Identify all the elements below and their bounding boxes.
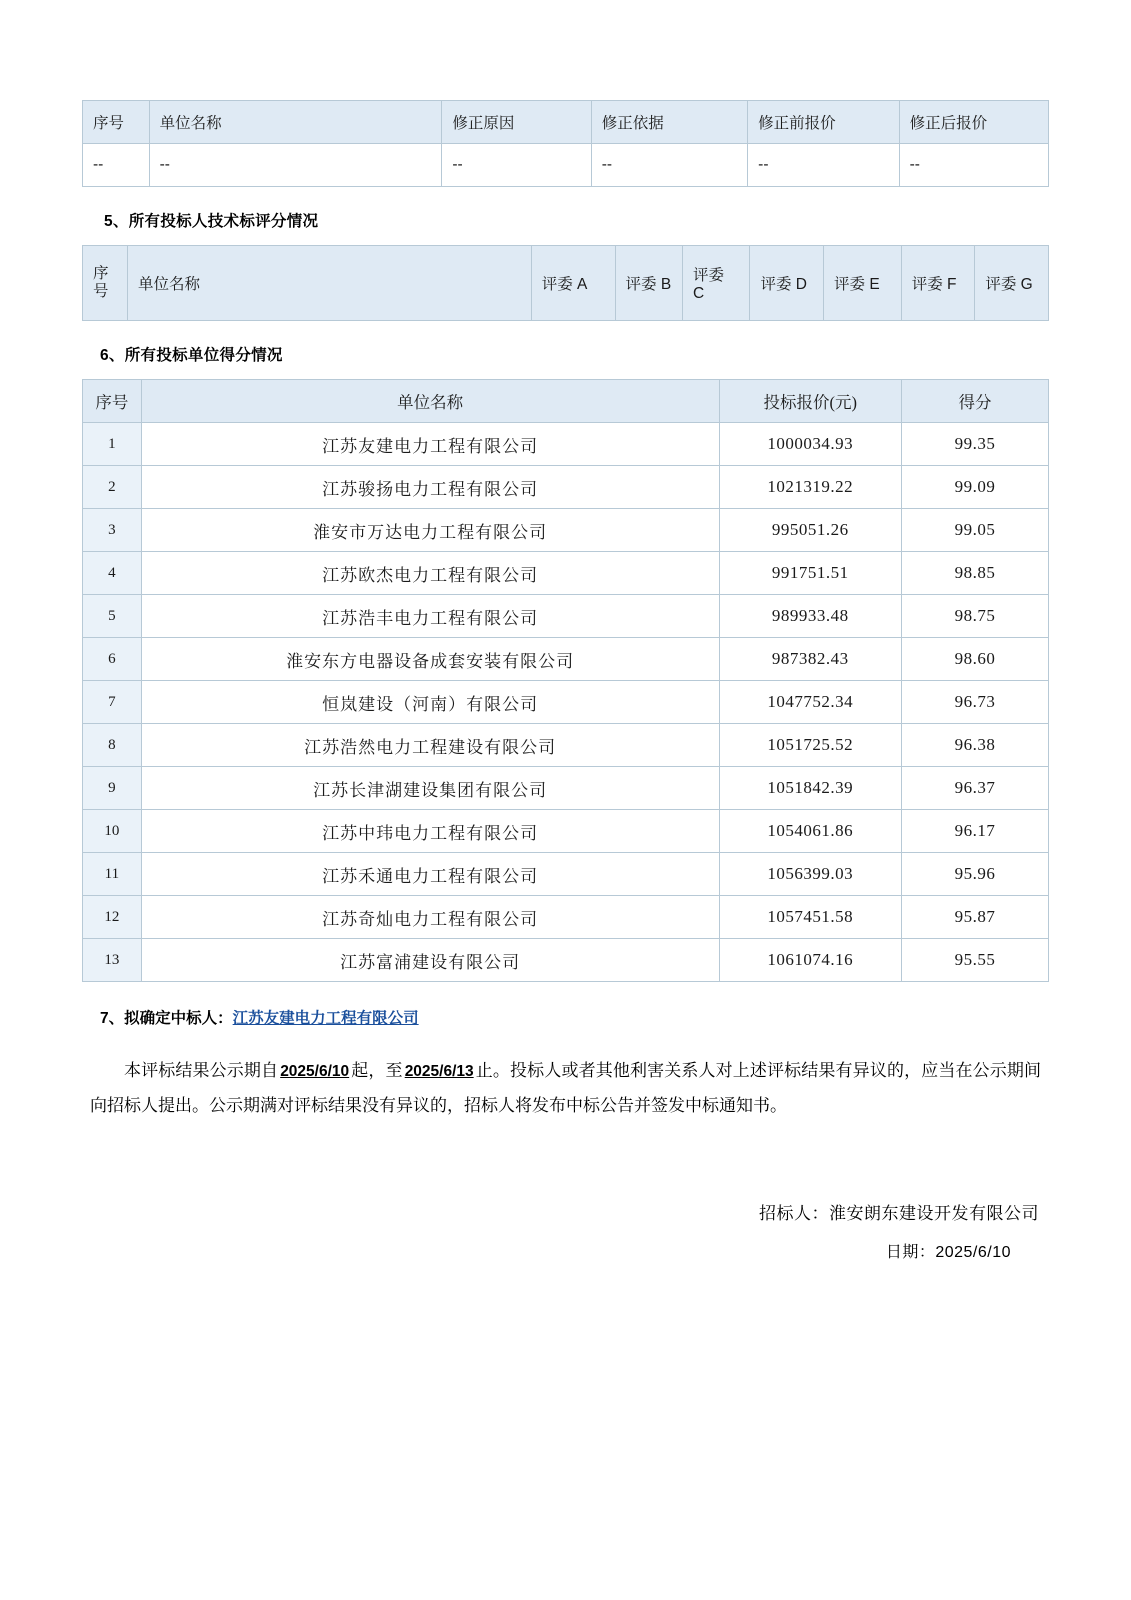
score-cell-company-name: 淮安东方电器设备成套安装有限公司	[141, 638, 719, 681]
score-cell-total-score: 95.55	[902, 939, 1049, 982]
score-cell-company-name: 江苏骏扬电力工程有限公司	[141, 466, 719, 509]
winner-prefix-label: 7、拟确定中标人：	[100, 1010, 233, 1027]
score-cell-company-name: 淮安市万达电力工程有限公司	[141, 509, 719, 552]
score-cell-company-name: 江苏禾通电力工程有限公司	[141, 853, 719, 896]
correction-header-seq: 序号	[83, 101, 150, 144]
score-cell-bid-price: 1061074.16	[719, 939, 901, 982]
table-row	[83, 767, 1049, 810]
tech-header-judge-b: 评委 B	[615, 246, 682, 321]
tech-header-judge-d: 评委 D	[750, 246, 824, 321]
table-row	[83, 939, 1049, 982]
score-cell-company-name: 江苏友建电力工程有限公司	[141, 423, 719, 466]
score-cell-company-name: 江苏奇灿电力工程有限公司	[141, 896, 719, 939]
public-notice-paragraph	[90, 1054, 1041, 1124]
score-cell-seq: 9	[83, 767, 142, 810]
score-cell-total-score: 99.09	[902, 466, 1049, 509]
table-row	[83, 638, 1049, 681]
table-row	[83, 595, 1049, 638]
notice-end-date: 2025/6/13	[404, 1063, 474, 1080]
correction-table-header-row	[83, 101, 1049, 144]
table-row	[83, 509, 1049, 552]
score-cell-total-score: 98.85	[902, 552, 1049, 595]
winner-company-name[interactable]: 江苏友建电力工程有限公司	[232, 1010, 419, 1027]
correction-header-reason: 修正原因	[442, 101, 591, 144]
signature-date: 日期：2025/6/10	[885, 1244, 1011, 1262]
score-cell-seq: 12	[83, 896, 142, 939]
score-header-price: 投标报价(元)	[719, 380, 901, 423]
score-cell-bid-price: 1047752.34	[719, 681, 901, 724]
score-cell-bid-price: 1051725.52	[719, 724, 901, 767]
correction-header-basis: 修正依据	[591, 101, 747, 144]
correction-cell-seq: --	[83, 144, 150, 187]
section-5-title: 5、所有投标人技术标评分情况	[104, 213, 319, 230]
tech-header-seq: 序号	[83, 246, 128, 321]
score-cell-bid-price: 1051842.39	[719, 767, 901, 810]
tech-header-name: 单位名称	[127, 246, 531, 321]
table-row	[83, 810, 1049, 853]
table-row	[83, 724, 1049, 767]
notice-part-1: 本评标结果公示期自	[124, 1061, 279, 1080]
correction-cell-name: --	[149, 144, 442, 187]
correction-cell-reason: --	[442, 144, 591, 187]
score-header-name: 单位名称	[141, 380, 719, 423]
correction-cell-price-before: --	[748, 144, 899, 187]
score-cell-company-name: 江苏富浦建设有限公司	[141, 939, 719, 982]
section-7-line	[100, 1006, 1049, 1028]
score-cell-company-name: 江苏浩丰电力工程有限公司	[141, 595, 719, 638]
notice-start-date: 2025/6/10	[280, 1063, 350, 1080]
score-cell-total-score: 96.73	[902, 681, 1049, 724]
score-cell-bid-price: 1021319.22	[719, 466, 901, 509]
score-cell-total-score: 96.38	[902, 724, 1049, 767]
score-cell-total-score: 99.35	[902, 423, 1049, 466]
score-cell-company-name: 江苏中玮电力工程有限公司	[141, 810, 719, 853]
score-cell-seq: 1	[83, 423, 142, 466]
tech-header-judge-c: 评委 C	[683, 246, 750, 321]
score-cell-total-score: 98.75	[902, 595, 1049, 638]
correction-cell-price-after: --	[899, 144, 1048, 187]
tech-header-judge-f: 评委 F	[901, 246, 975, 321]
score-cell-seq: 2	[83, 466, 142, 509]
score-header-score: 得分	[902, 380, 1049, 423]
notice-part-2: 起，至	[351, 1061, 403, 1080]
table-row	[83, 144, 1049, 187]
score-cell-bid-price: 987382.43	[719, 638, 901, 681]
score-cell-bid-price: 1057451.58	[719, 896, 901, 939]
score-cell-bid-price: 1056399.03	[719, 853, 901, 896]
table-row	[83, 552, 1049, 595]
table-row	[83, 466, 1049, 509]
signature-block	[82, 1194, 1049, 1273]
tech-header-judge-g: 评委 G	[975, 246, 1049, 321]
score-cell-seq: 11	[83, 853, 142, 896]
score-cell-company-name: 江苏欧杰电力工程有限公司	[141, 552, 719, 595]
technical-score-table	[82, 245, 1049, 321]
technical-score-header-row	[83, 246, 1049, 321]
score-cell-bid-price: 995051.26	[719, 509, 901, 552]
table-row	[83, 853, 1049, 896]
score-cell-total-score: 99.05	[902, 509, 1049, 552]
score-cell-seq: 8	[83, 724, 142, 767]
table-row	[83, 896, 1049, 939]
correction-table	[82, 100, 1049, 187]
score-cell-seq: 6	[83, 638, 142, 681]
score-cell-seq: 3	[83, 509, 142, 552]
correction-cell-basis: --	[591, 144, 747, 187]
score-cell-total-score: 95.96	[902, 853, 1049, 896]
section-6-title: 6、所有投标单位得分情况	[100, 347, 283, 364]
score-cell-seq: 10	[83, 810, 142, 853]
score-cell-bid-price: 991751.51	[719, 552, 901, 595]
bidder-score-header-row	[83, 380, 1049, 423]
score-cell-company-name: 江苏长津湖建设集团有限公司	[141, 767, 719, 810]
score-cell-bid-price: 1000034.93	[719, 423, 901, 466]
score-cell-company-name: 江苏浩然电力工程建设有限公司	[141, 724, 719, 767]
correction-header-price-before: 修正前报价	[748, 101, 899, 144]
score-cell-total-score: 95.87	[902, 896, 1049, 939]
score-cell-total-score: 98.60	[902, 638, 1049, 681]
score-cell-seq: 5	[83, 595, 142, 638]
score-cell-total-score: 96.37	[902, 767, 1049, 810]
table-row	[83, 423, 1049, 466]
bidder-score-table	[82, 379, 1049, 982]
tech-header-judge-a: 评委 A	[531, 246, 615, 321]
score-cell-seq: 13	[83, 939, 142, 982]
score-cell-seq: 4	[83, 552, 142, 595]
score-header-seq: 序号	[83, 380, 142, 423]
table-row	[83, 681, 1049, 724]
correction-header-name: 单位名称	[149, 101, 442, 144]
score-cell-bid-price: 1054061.86	[719, 810, 901, 853]
score-cell-bid-price: 989933.48	[719, 595, 901, 638]
score-cell-seq: 7	[83, 681, 142, 724]
tech-header-judge-e: 评委 E	[824, 246, 902, 321]
score-cell-company-name: 恒岚建设（河南）有限公司	[141, 681, 719, 724]
correction-header-price-after: 修正后报价	[899, 101, 1048, 144]
tenderer-line: 招标人：淮安朗东建设开发有限公司	[759, 1203, 1039, 1223]
notice-part-3: 止。投标人或者其他利害关系人对上述评标结果有异议的，应当在公示期间向招标人提出。公示期满对评标结果没有异议的，招标人将发布中标公告并签发中标通知书。	[90, 1061, 1042, 1115]
score-cell-total-score: 96.17	[902, 810, 1049, 853]
